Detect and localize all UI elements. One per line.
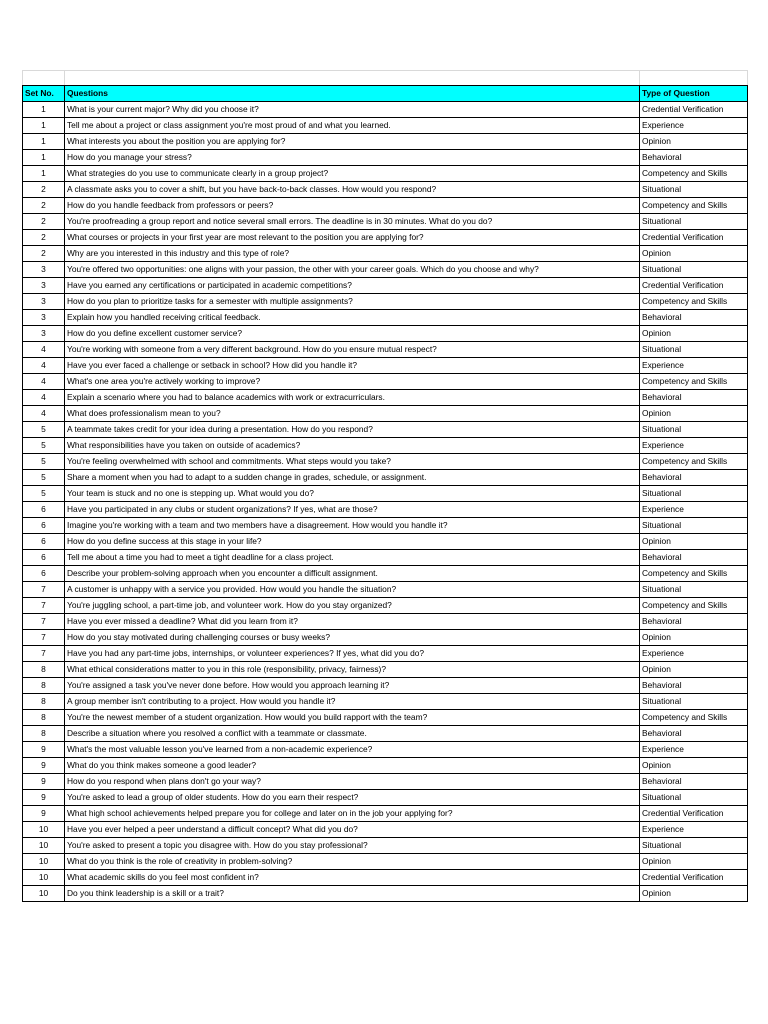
question-cell[interactable]: You're assigned a task you've never done before. How would you approach learning it? [65,678,640,694]
table-row [23,230,748,246]
question-type-cell[interactable]: Opinion [640,134,748,150]
table-row [23,342,748,358]
table-row [23,118,748,134]
set-no-cell[interactable]: 8 [23,710,65,726]
blank-row [23,71,748,86]
table-row [23,406,748,422]
question-type-cell[interactable]: Opinion [640,886,748,902]
question-cell[interactable]: Do you think leadership is a skill or a trait? [65,886,640,902]
table-row [23,214,748,230]
set-no-cell[interactable]: 6 [23,566,65,582]
table-row [23,854,748,870]
question-type-cell[interactable]: Situational [640,838,748,854]
question-cell[interactable]: Have you ever faced a challenge or setback in school? How did you handle it? [65,358,640,374]
question-cell[interactable]: What ethical considerations matter to you in this role (responsibility, privacy, fairness)? [65,662,640,678]
table-row [23,822,748,838]
set-no-cell[interactable]: 3 [23,310,65,326]
question-cell[interactable]: You're juggling school, a part-time job, and volunteer work. How do you stay organized? [65,598,640,614]
question-cell[interactable]: Imagine you're working with a team and two members have a disagreement. How would you handle it? [65,518,640,534]
set-no-cell[interactable]: 10 [23,822,65,838]
question-type-cell[interactable]: Behavioral [640,678,748,694]
question-cell[interactable]: You're feeling overwhelmed with school and commitments. What steps would you take? [65,454,640,470]
table-row [23,150,748,166]
set-no-cell[interactable]: 8 [23,726,65,742]
question-cell[interactable]: What strategies do you use to communicate clearly in a group project? [65,166,640,182]
set-no-cell[interactable]: 5 [23,454,65,470]
question-cell[interactable]: Have you participated in any clubs or student organizations? If yes, what are those? [65,502,640,518]
question-type-cell[interactable]: Experience [640,118,748,134]
type-of-question-header[interactable]: Type of Question [640,86,748,102]
table-row [23,678,748,694]
question-type-cell[interactable]: Experience [640,822,748,838]
set-no-cell[interactable]: 2 [23,230,65,246]
question-cell[interactable]: Have you ever missed a deadline? What did you learn from it? [65,614,640,630]
set-no-cell[interactable]: 1 [23,102,65,118]
question-type-cell[interactable]: Opinion [640,246,748,262]
set-no-cell[interactable]: 8 [23,662,65,678]
table-row [23,470,748,486]
question-type-cell[interactable]: Experience [640,358,748,374]
table-row [23,246,748,262]
question-cell[interactable]: Have you earned any certifications or participated in academic competitions? [65,278,640,294]
question-cell[interactable]: Share a moment when you had to adapt to a sudden change in grades, schedule, or assignment. [65,470,640,486]
question-type-cell[interactable]: Opinion [640,406,748,422]
question-type-cell[interactable]: Competency and Skills [640,566,748,582]
question-cell[interactable]: How do you respond when plans don't go your way? [65,774,640,790]
set-no-cell[interactable]: 1 [23,134,65,150]
question-cell[interactable]: How do you handle feedback from professors or peers? [65,198,640,214]
question-cell[interactable]: How do you manage your stress? [65,150,640,166]
set-no-cell[interactable]: 2 [23,198,65,214]
question-type-cell[interactable]: Opinion [640,326,748,342]
table-row [23,182,748,198]
question-cell[interactable]: You're working with someone from a very different background. How do you ensure mutual respect? [65,342,640,358]
question-cell[interactable]: Why are you interested in this industry and this type of role? [65,246,640,262]
question-cell[interactable]: Describe your problem-solving approach when you encounter a difficult assignment. [65,566,640,582]
table-row [23,710,748,726]
spreadsheet-sheet [22,70,747,902]
set-no-cell[interactable]: 1 [23,118,65,134]
blank-cell[interactable] [23,71,65,86]
question-type-cell[interactable]: Situational [640,518,748,534]
question-type-cell[interactable]: Behavioral [640,614,748,630]
set-no-cell[interactable]: 3 [23,294,65,310]
set-no-cell[interactable]: 4 [23,406,65,422]
questions-header[interactable]: Questions [65,86,640,102]
question-cell[interactable]: You're asked to lead a group of older students. How do you earn their respect? [65,790,640,806]
header-row [23,86,748,102]
question-type-cell[interactable]: Competency and Skills [640,710,748,726]
question-cell[interactable]: A group member isn't contributing to a project. How would you handle it? [65,694,640,710]
question-type-cell[interactable]: Behavioral [640,550,748,566]
table-row [23,870,748,886]
table-row [23,534,748,550]
set-no-cell[interactable]: 9 [23,806,65,822]
table-row [23,662,748,678]
question-cell[interactable]: Tell me about a project or class assignment you're most proud of and what you learned. [65,118,640,134]
question-cell[interactable]: A customer is unhappy with a service you provided. How would you handle the situation? [65,582,640,598]
question-cell[interactable]: Explain a scenario where you had to balance academics with work or extracurriculars. [65,390,640,406]
question-cell[interactable]: What do you think makes someone a good leader? [65,758,640,774]
table-row [23,198,748,214]
table-row [23,566,748,582]
question-cell[interactable]: You're proofreading a group report and notice several small errors. The deadline is in 30 minutes. What do you do? [65,214,640,230]
set-no-cell[interactable]: 9 [23,774,65,790]
table-row [23,422,748,438]
question-cell[interactable]: What's the most valuable lesson you've learned from a non-academic experience? [65,742,640,758]
question-type-cell[interactable]: Competency and Skills [640,294,748,310]
question-cell[interactable]: A classmate asks you to cover a shift, but you have back-to-back classes. How would you respond? [65,182,640,198]
question-cell[interactable]: What high school achievements helped prepare you for college and later on in the job your applying for? [65,806,640,822]
set-no-header[interactable]: Set No. [23,86,65,102]
question-cell[interactable]: What does professionalism mean to you? [65,406,640,422]
question-type-cell[interactable]: Situational [640,486,748,502]
set-no-cell[interactable]: 5 [23,438,65,454]
set-no-cell[interactable]: 2 [23,246,65,262]
table-body [23,71,748,902]
question-cell[interactable]: How do you define excellent customer service? [65,326,640,342]
question-type-cell[interactable]: Opinion [640,630,748,646]
question-type-cell[interactable]: Experience [640,502,748,518]
set-no-cell[interactable]: 6 [23,502,65,518]
table-row [23,630,748,646]
question-type-cell[interactable]: Credential Verification [640,102,748,118]
question-type-cell[interactable]: Situational [640,582,748,598]
table-row [23,806,748,822]
set-no-cell[interactable]: 3 [23,326,65,342]
question-type-cell[interactable]: Experience [640,646,748,662]
table-row [23,646,748,662]
table-row [23,278,748,294]
table-row [23,454,748,470]
table-row [23,134,748,150]
question-cell[interactable]: What's one area you're actively working to improve? [65,374,640,390]
set-no-cell[interactable]: 5 [23,486,65,502]
question-type-cell[interactable]: Opinion [640,854,748,870]
question-type-cell[interactable]: Competency and Skills [640,198,748,214]
table-row [23,390,748,406]
question-cell[interactable]: How do you stay motivated during challenging courses or busy weeks? [65,630,640,646]
question-type-cell[interactable]: Situational [640,342,748,358]
set-no-cell[interactable]: 2 [23,214,65,230]
set-no-cell[interactable]: 7 [23,646,65,662]
set-no-cell[interactable]: 5 [23,422,65,438]
question-type-cell[interactable]: Behavioral [640,726,748,742]
question-type-cell[interactable]: Opinion [640,758,748,774]
question-cell[interactable]: Describe a situation where you resolved a conflict with a teammate or classmate. [65,726,640,742]
table-row [23,550,748,566]
question-type-cell[interactable]: Competency and Skills [640,598,748,614]
question-cell[interactable]: What is your current major? Why did you choose it? [65,102,640,118]
question-type-cell[interactable]: Situational [640,694,748,710]
table-row [23,358,748,374]
question-type-cell[interactable]: Situational [640,790,748,806]
table-row [23,486,748,502]
question-cell[interactable]: What courses or projects in your first year are most relevant to the position you are applying for? [65,230,640,246]
set-no-cell[interactable]: 4 [23,358,65,374]
set-no-cell[interactable]: 9 [23,758,65,774]
set-no-cell[interactable]: 9 [23,742,65,758]
set-no-cell[interactable]: 7 [23,614,65,630]
set-no-cell[interactable]: 8 [23,694,65,710]
table-row [23,886,748,902]
question-type-cell[interactable]: Credential Verification [640,230,748,246]
question-type-cell[interactable]: Competency and Skills [640,454,748,470]
set-no-cell[interactable]: 4 [23,390,65,406]
question-cell[interactable]: Tell me about a time you had to meet a tight deadline for a class project. [65,550,640,566]
question-cell[interactable]: What academic skills do you feel most confident in? [65,870,640,886]
set-no-cell[interactable]: 9 [23,790,65,806]
set-no-cell[interactable]: 1 [23,166,65,182]
question-cell[interactable]: Your team is stuck and no one is stepping up. What would you do? [65,486,640,502]
question-cell[interactable]: How do you plan to prioritize tasks for a semester with multiple assignments? [65,294,640,310]
table-row [23,582,748,598]
set-no-cell[interactable]: 10 [23,854,65,870]
set-no-cell[interactable]: 4 [23,342,65,358]
table-row [23,774,748,790]
table-row [23,374,748,390]
table-row [23,326,748,342]
table-row [23,438,748,454]
table-row [23,838,748,854]
set-no-cell[interactable]: 5 [23,470,65,486]
set-no-cell[interactable]: 3 [23,278,65,294]
set-no-cell[interactable]: 6 [23,534,65,550]
table-row [23,262,748,278]
question-type-cell[interactable]: Credential Verification [640,806,748,822]
question-cell[interactable]: How do you define success at this stage in your life? [65,534,640,550]
question-type-cell[interactable]: Behavioral [640,774,748,790]
questions-table [22,70,748,902]
set-no-cell[interactable]: 3 [23,262,65,278]
question-type-cell[interactable]: Situational [640,422,748,438]
question-type-cell[interactable]: Situational [640,182,748,198]
table-row [23,614,748,630]
set-no-cell[interactable]: 6 [23,550,65,566]
question-cell[interactable]: What responsibilities have you taken on outside of academics? [65,438,640,454]
blank-cell[interactable] [65,71,640,86]
question-type-cell[interactable]: Experience [640,742,748,758]
table-row [23,758,748,774]
table-row [23,102,748,118]
table-row [23,294,748,310]
question-type-cell[interactable]: Behavioral [640,390,748,406]
question-type-cell[interactable]: Behavioral [640,470,748,486]
question-type-cell[interactable]: Experience [640,438,748,454]
table-row [23,726,748,742]
table-row [23,742,748,758]
question-cell[interactable]: What do you think is the role of creativity in problem-solving? [65,854,640,870]
table-row [23,166,748,182]
set-no-cell[interactable]: 10 [23,886,65,902]
question-cell[interactable]: You're the newest member of a student organization. How would you build rapport with the team? [65,710,640,726]
set-no-cell[interactable]: 7 [23,582,65,598]
question-cell[interactable]: Explain how you handled receiving critical feedback. [65,310,640,326]
question-type-cell[interactable]: Credential Verification [640,870,748,886]
question-cell[interactable]: A teammate takes credit for your idea during a presentation. How do you respond? [65,422,640,438]
question-cell[interactable]: Have you had any part-time jobs, internships, or volunteer experiences? If yes, what did you do? [65,646,640,662]
set-no-cell[interactable]: 8 [23,678,65,694]
set-no-cell[interactable]: 4 [23,374,65,390]
question-cell[interactable]: You're offered two opportunities: one aligns with your passion, the other with your career goals. Which do you choose and why? [65,262,640,278]
set-no-cell[interactable]: 7 [23,598,65,614]
question-cell[interactable]: You're asked to present a topic you disagree with. How do you stay professional? [65,838,640,854]
question-type-cell[interactable]: Competency and Skills [640,374,748,390]
table-row [23,598,748,614]
question-cell[interactable]: Have you ever helped a peer understand a difficult concept? What did you do? [65,822,640,838]
question-type-cell[interactable]: Opinion [640,662,748,678]
question-type-cell[interactable]: Behavioral [640,150,748,166]
table-row [23,502,748,518]
question-type-cell[interactable]: Situational [640,262,748,278]
table-row [23,790,748,806]
table-row [23,518,748,534]
question-type-cell[interactable]: Opinion [640,534,748,550]
set-no-cell[interactable]: 7 [23,630,65,646]
set-no-cell[interactable]: 1 [23,150,65,166]
question-type-cell[interactable]: Behavioral [640,310,748,326]
question-type-cell[interactable]: Situational [640,214,748,230]
question-type-cell[interactable]: Competency and Skills [640,166,748,182]
set-no-cell[interactable]: 2 [23,182,65,198]
set-no-cell[interactable]: 6 [23,518,65,534]
blank-cell[interactable] [640,71,748,86]
set-no-cell[interactable]: 10 [23,870,65,886]
question-cell[interactable]: What interests you about the position you are applying for? [65,134,640,150]
table-row [23,310,748,326]
table-row [23,694,748,710]
question-type-cell[interactable]: Credential Verification [640,278,748,294]
set-no-cell[interactable]: 10 [23,838,65,854]
